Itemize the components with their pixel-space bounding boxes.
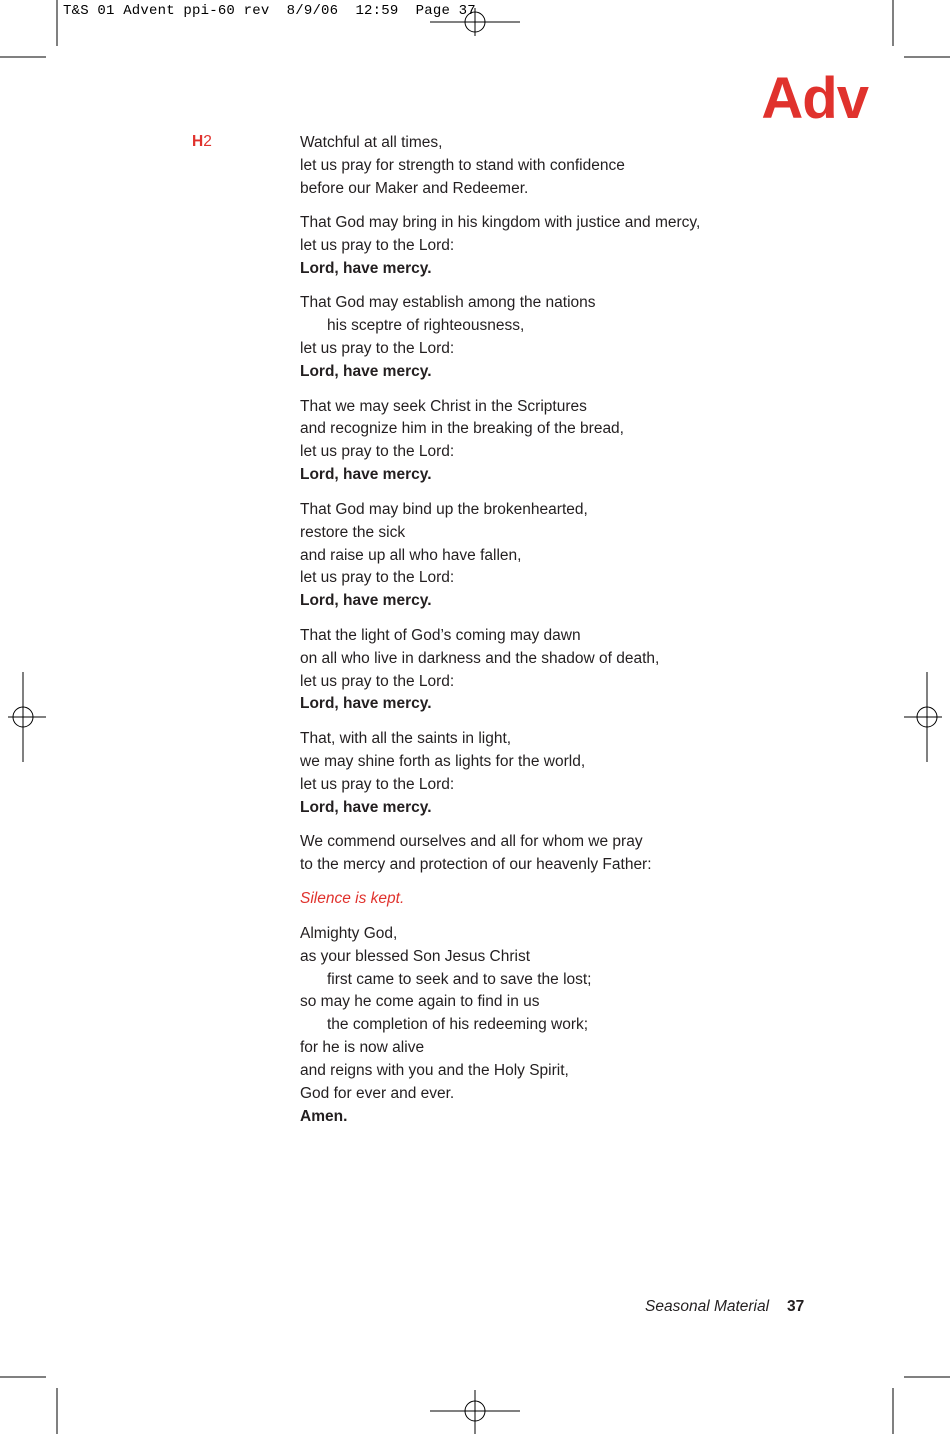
section-digit: 2 [203,133,212,150]
prayer-line: let us pray to the Lord: [300,775,455,793]
prayer-line: as your blessed Son Jesus Christ [300,947,531,965]
prayer-line: let us pray for strength to stand with confidence [300,156,625,174]
prayer-line: Almighty God, [300,924,398,942]
response-line: Lord, have mercy. [300,363,432,381]
printer-slug-line: T&S 01 Advent ppi-60 rev 8/9/06 12:59 Page 37 [63,3,476,19]
registration-mark-left [8,672,46,762]
prayer-line: That God may bind up the brokenhearted, [300,500,588,518]
prayer-line: to the mercy and protection of our heavenly Father: [300,855,652,873]
prayer-paragraph [300,292,820,384]
section-letter: H [192,133,204,150]
footer-running-title: Seasonal Material [645,1298,770,1315]
prayer-text [300,132,820,1140]
prayer-line: the completion of his redeeming work; [327,1016,589,1034]
prayer-paragraph [300,831,820,877]
registration-mark-right [904,672,942,762]
prayer-line: That God may bring in his kingdom with justice and mercy, [300,214,701,232]
prayer-paragraph [300,923,820,1129]
section-tab-label: Adv [761,66,868,131]
prayer-line: let us pray to the Lord: [300,237,455,255]
response-line: Lord, have mercy. [300,798,432,816]
prayer-paragraph [300,888,820,911]
response-line: Lord, have mercy. [300,466,432,484]
prayer-line: and recognize him in the breaking of the bread, [300,420,624,438]
prayer-paragraph [300,625,820,717]
prayer-line: for he is now alive [300,1039,425,1057]
prayer-line: Watchful at all times, [300,134,443,151]
page-number: 37 [787,1298,805,1315]
registration-mark-bottom [430,1390,520,1434]
prayer-line: before our Maker and Redeemer. [300,179,529,197]
prayer-line: That the light of God’s coming may dawn [300,626,581,644]
response-line: Lord, have mercy. [300,260,432,278]
prayer-line: let us pray to the Lord: [300,340,455,358]
prayer-line: on all who live in darkness and the shadow of death, [300,649,660,667]
prayer-line: That we may seek Christ in the Scriptures [300,397,587,415]
prayer-line: so may he come again to find in us [300,993,540,1011]
response-line: Amen. [300,1107,348,1125]
prayer-line: first came to seek and to save the lost; [327,970,592,988]
prayer-line: his sceptre of righteousness, [327,317,525,335]
prayer-paragraph [300,132,820,201]
prayer-line: let us pray to the Lord: [300,443,455,461]
prayer-line: We commend ourselves and all for whom we pray [300,832,643,850]
prayer-line: That, with all the saints in light, [300,729,512,747]
section-number [192,133,212,151]
rubric-line: Silence is kept. [300,890,405,908]
prayer-line: God for ever and ever. [300,1085,455,1103]
prayer-line: That God may establish among the nations [300,294,596,312]
prayer-line: we may shine forth as lights for the world, [300,752,586,770]
response-line: Lord, have mercy. [300,695,432,713]
prayer-paragraph [300,396,820,488]
prayer-line: restore the sick [300,523,406,541]
response-line: Lord, have mercy. [300,592,432,610]
prayer-paragraph [300,499,820,614]
prayer-line: and raise up all who have fallen, [300,546,522,564]
prayer-line: let us pray to the Lord: [300,569,455,587]
prayer-line: let us pray to the Lord: [300,672,455,690]
prayer-paragraph [300,728,820,820]
prayer-line: and reigns with you and the Holy Spirit, [300,1062,569,1080]
prayer-paragraph [300,212,820,281]
